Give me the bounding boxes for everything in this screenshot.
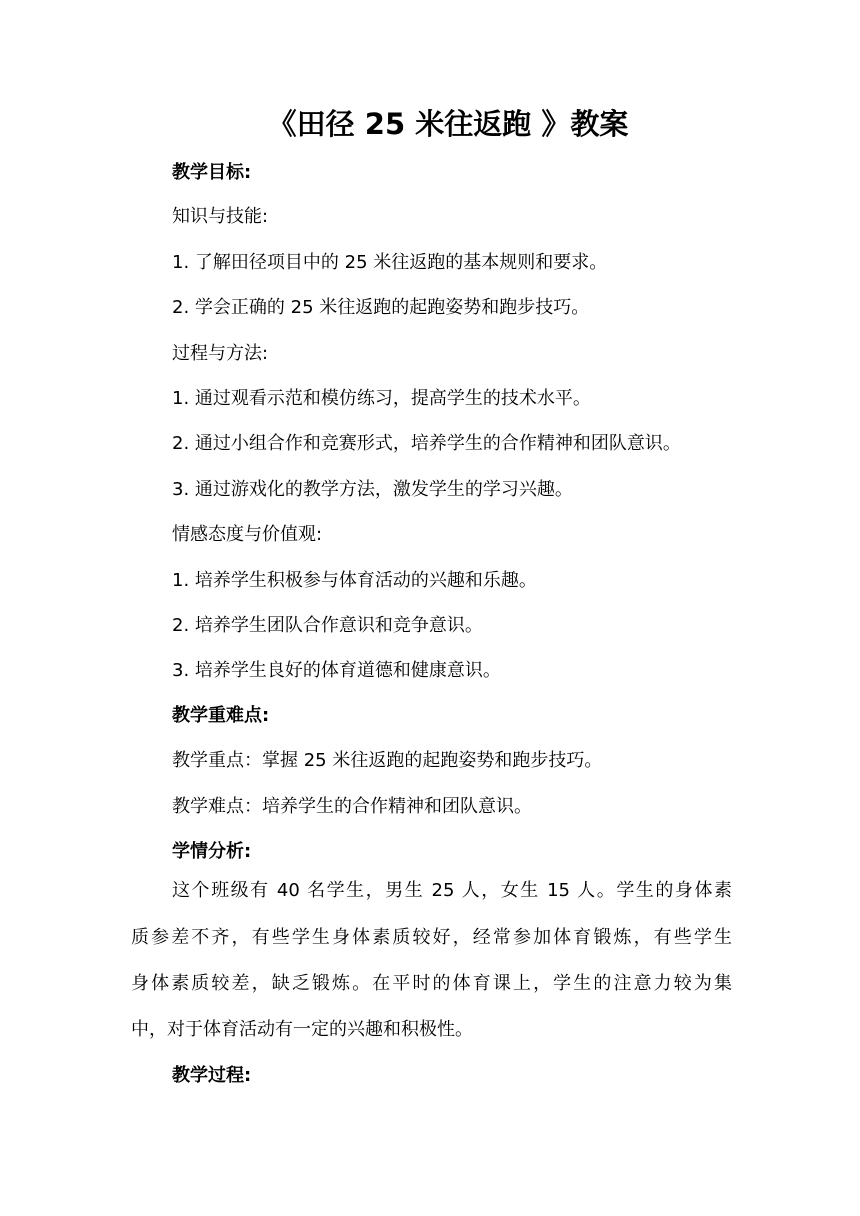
analysis-line: 质参差不齐，有些学生身体素质较好，经常参加体育锻炼，有些学生 <box>131 927 732 948</box>
knowledge-item-2: 2. 学会正确的 25 米往返跑的起跑姿势和跑步技巧。 <box>172 297 590 318</box>
emotion-item-3: 3. 培养学生良好的体育道德和健康意识。 <box>172 660 501 681</box>
key-points-heading: 教学重难点: <box>172 705 270 726</box>
key-difficulty: 教学难点：培养学生的合作精神和团队意识。 <box>172 796 532 817</box>
emotion-label: 情感态度与价值观: <box>172 524 323 545</box>
analysis-line: 这个班级有 40 名学生，男生 25 人，女生 15 人。学生的身体素 <box>172 880 732 901</box>
analysis-heading: 学情分析: <box>172 841 252 862</box>
analysis-line: 中，对于体育活动有一定的兴趣和积极性。 <box>131 1019 473 1040</box>
process-label: 过程与方法: <box>172 343 269 364</box>
objectives-heading: 教学目标: <box>172 162 252 183</box>
emotion-item-1: 1. 培养学生积极参与体育活动的兴趣和乐趣。 <box>172 570 537 591</box>
knowledge-label: 知识与技能: <box>172 206 269 227</box>
process-item-2: 2. 通过小组合作和竞赛形式，培养学生的合作精神和团队意识。 <box>172 433 681 454</box>
process-item-1: 1. 通过观看示范和模仿练习，提高学生的技术水平。 <box>172 388 591 409</box>
process-item-3: 3. 通过游戏化的教学方法，激发学生的学习兴趣。 <box>172 479 573 500</box>
document-title: 《田径 25 米往返跑 》教案 <box>267 107 629 141</box>
emotion-item-2: 2. 培养学生团队合作意识和竞争意识。 <box>172 615 483 636</box>
analysis-line: 身体素质较差，缺乏锻炼。在平时的体育课上，学生的注意力较为集 <box>131 973 732 994</box>
process-section-heading: 教学过程: <box>172 1065 252 1086</box>
knowledge-item-1: 1. 了解田径项目中的 25 米往返跑的基本规则和要求。 <box>172 252 608 273</box>
key-focus: 教学重点：掌握 25 米往返跑的起跑姿势和跑步技巧。 <box>172 750 603 771</box>
